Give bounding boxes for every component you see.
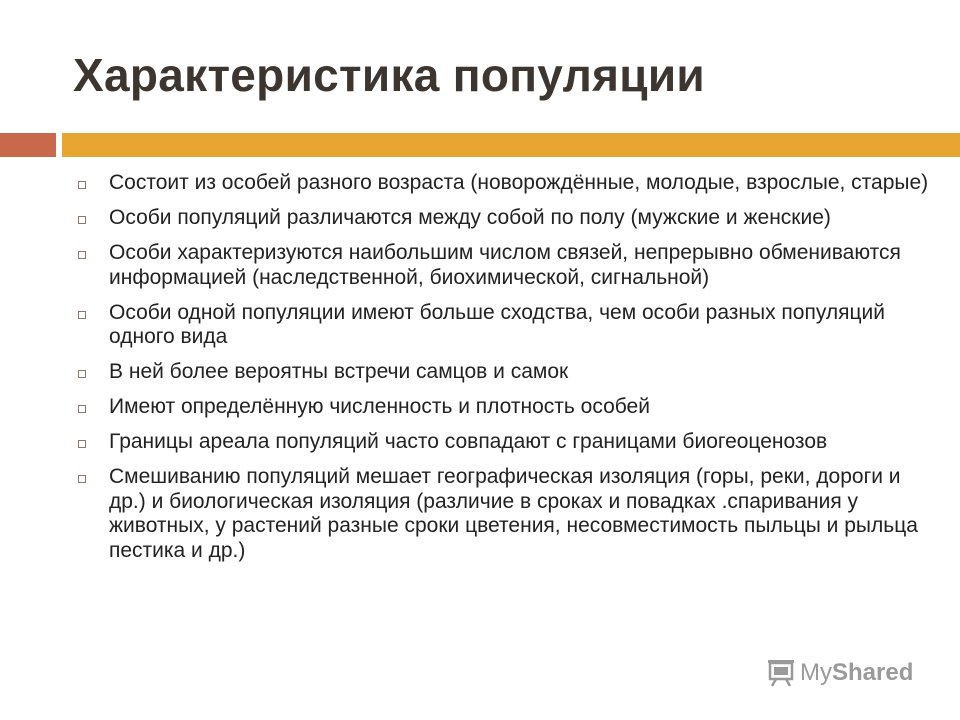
bullet-text: Состоит из особей разного возраста (новорождённые, молодые, взрослые, старые) [109, 171, 929, 194]
list-item [78, 395, 938, 420]
square-bullet-icon [78, 370, 86, 378]
list-item [78, 301, 938, 350]
bullet-text: Смешиванию популяций мешает географическая изоляция (горы, реки, дороги и др.) и биологическая изоляция (различие в сроках и повадках .спаривания у животных, у растений разные сроки цветения, несовместимость пыльцы и рыльца пестика и др.) [109, 465, 918, 562]
square-bullet-icon [78, 181, 86, 189]
title-accent-bar-left [0, 133, 56, 157]
bullet-text: Особи характеризуются наибольшим числом связей, непрерывно обмениваются информацией (наследственной, биохимической, сигнальной) [109, 241, 901, 289]
list-item [78, 360, 938, 385]
bullet-text: Особи одной популяции имеют больше сходства, чем особи разных популяций одного вида [109, 300, 886, 348]
bullet-text: В ней более вероятны встречи самцов и самок [109, 360, 569, 383]
list-item [78, 171, 938, 196]
square-bullet-icon [78, 216, 86, 224]
bullet-text: Особи популяций различаются между собой по полу (мужские и женские) [109, 206, 831, 229]
list-item [78, 465, 938, 563]
square-bullet-icon [78, 440, 86, 448]
list-item [78, 430, 938, 455]
myshared-watermark [766, 658, 913, 688]
square-bullet-icon [78, 251, 86, 259]
watermark-text-shared: Shared [832, 659, 914, 686]
slide-title: Характеристика популяции [73, 49, 705, 101]
watermark-text-my: My [800, 659, 832, 686]
square-bullet-icon [78, 405, 86, 413]
square-bullet-icon [78, 475, 86, 483]
list-item [78, 206, 938, 231]
presentation-board-icon [766, 658, 796, 688]
list-item [78, 241, 938, 290]
bullet-list [78, 171, 938, 574]
bullet-text: Имеют определённую численность и плотность особей [109, 395, 650, 418]
bullet-text: Границы ареала популяций часто совпадают с границами биогеоценозов [109, 430, 828, 453]
square-bullet-icon [78, 311, 86, 319]
title-accent-bar-right [62, 133, 960, 157]
